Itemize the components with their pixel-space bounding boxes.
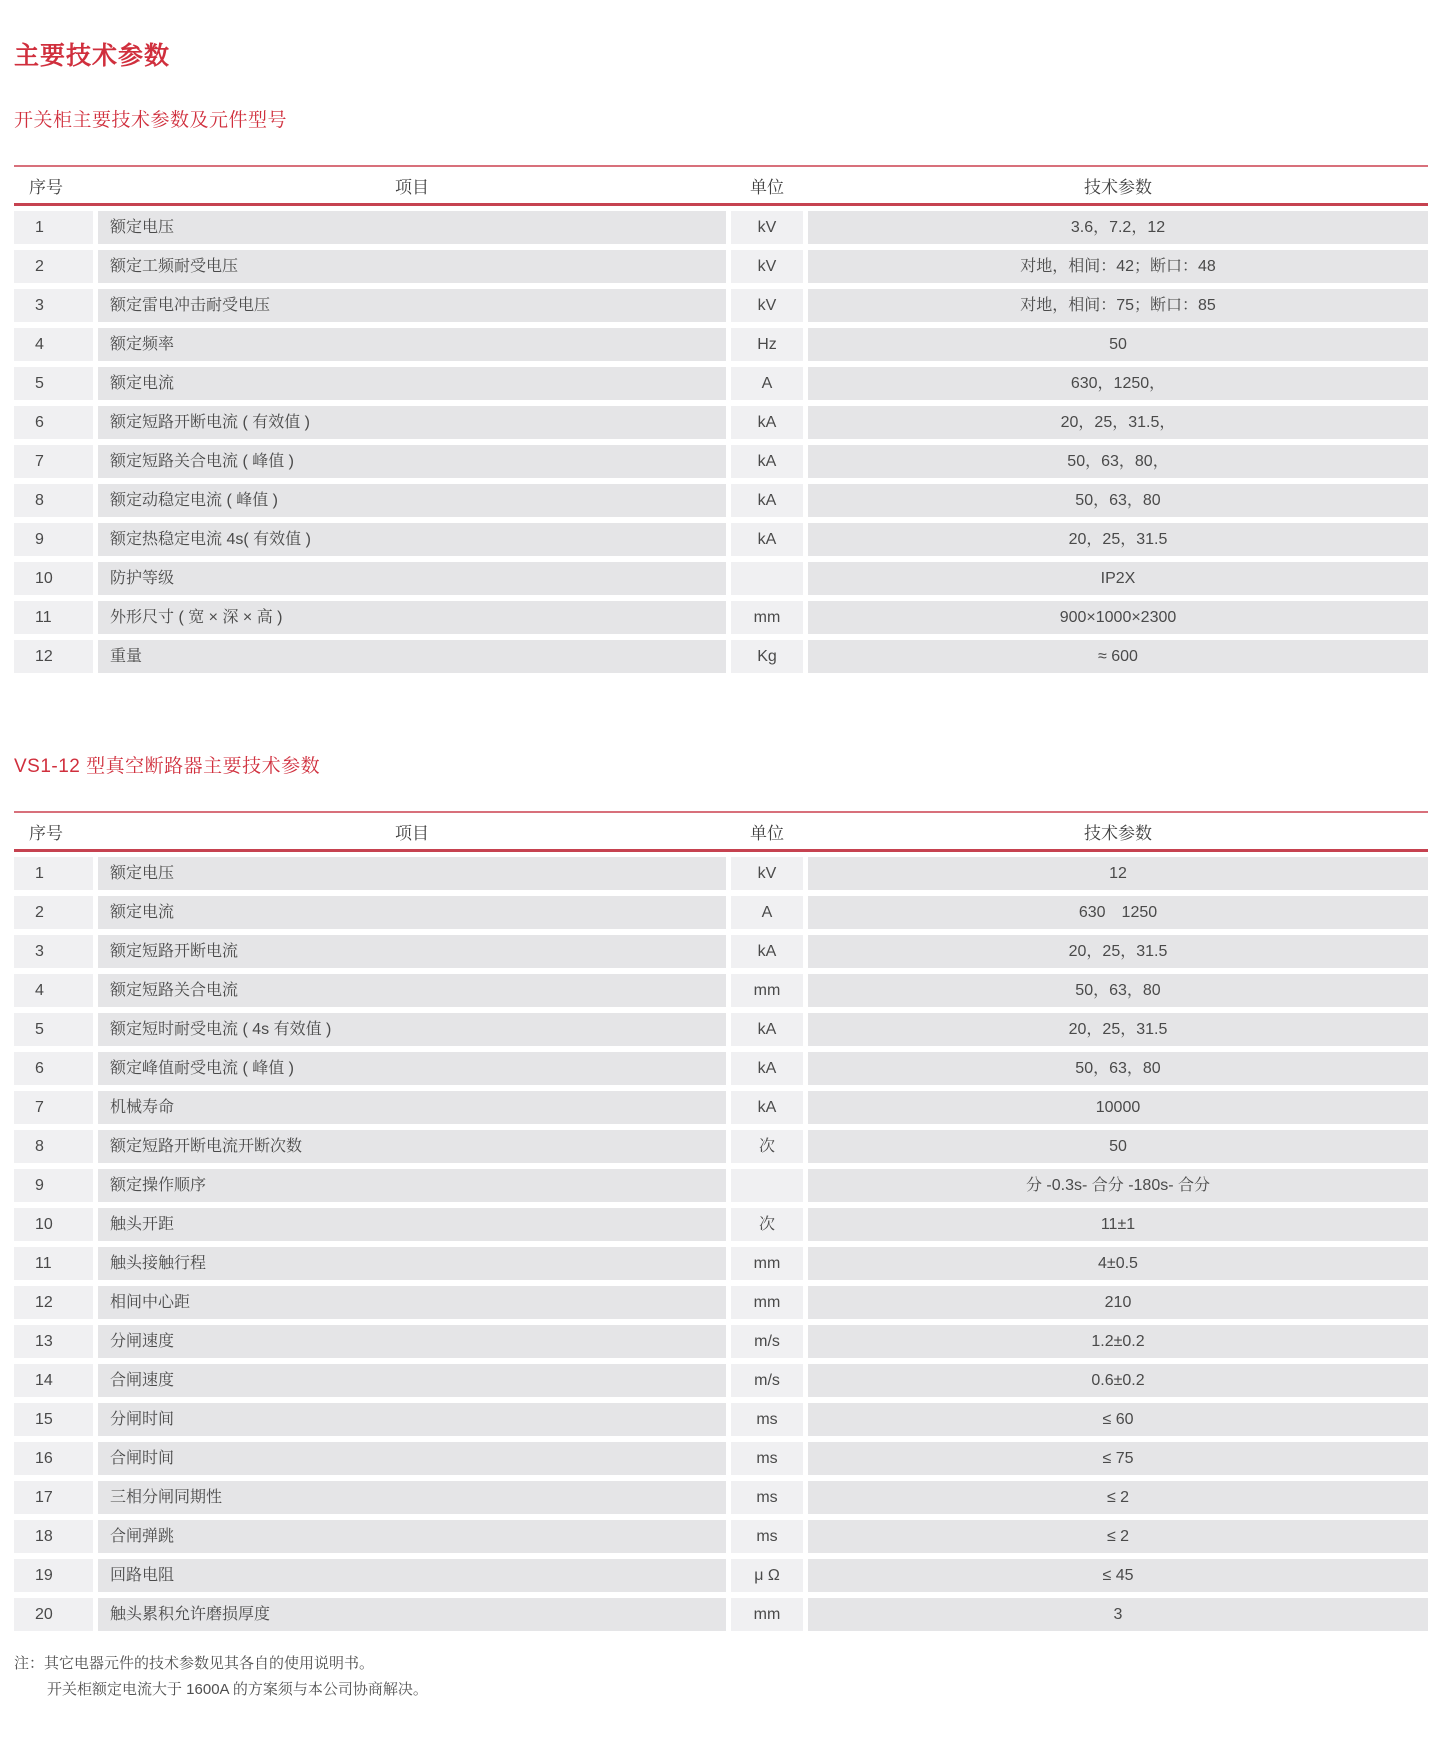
row-number: 1: [14, 211, 93, 244]
table-row: [14, 1598, 1428, 1631]
unit: kA: [731, 445, 803, 478]
row-number: 5: [14, 367, 93, 400]
row-number: 8: [14, 1130, 93, 1163]
param-value: 50: [808, 1130, 1428, 1163]
unit: mm: [731, 1247, 803, 1280]
param-value: 3: [808, 1598, 1428, 1631]
param-value: 630，1250，: [808, 367, 1428, 400]
param-value: ≤ 2: [808, 1481, 1428, 1514]
table-header-row: [14, 811, 1428, 852]
item-name: 相间中心距: [98, 1286, 726, 1319]
unit: mm: [731, 974, 803, 1007]
column-header: 序号: [29, 823, 63, 843]
unit: kA: [731, 523, 803, 556]
param-value: 对地，相间：75；断口：85: [808, 289, 1428, 322]
row-number: 9: [14, 1169, 93, 1202]
table-row: [14, 935, 1428, 968]
table-row: [14, 523, 1428, 556]
unit: kA: [731, 1091, 803, 1124]
row-number: 6: [14, 1052, 93, 1085]
row-number: 7: [14, 445, 93, 478]
param-value: 12: [808, 857, 1428, 890]
item-name: 额定短路开断电流开断次数: [98, 1130, 726, 1163]
param-value: ≈ 600: [808, 640, 1428, 673]
unit: mm: [731, 1286, 803, 1319]
unit: mm: [731, 1598, 803, 1631]
table-row: [14, 367, 1428, 400]
table-row: [14, 406, 1428, 439]
table-row: [14, 1091, 1428, 1124]
unit: [731, 1169, 803, 1202]
row-number: 4: [14, 328, 93, 361]
table-row: [14, 484, 1428, 517]
item-name: 额定短路开断电流 ( 有效值 ): [98, 406, 726, 439]
row-number: 11: [14, 601, 93, 634]
unit: Hz: [731, 328, 803, 361]
param-value: 10000: [808, 1091, 1428, 1124]
column-header: 项目: [395, 177, 429, 197]
item-name: 合闸速度: [98, 1364, 726, 1397]
table-row: [14, 1481, 1428, 1514]
column-header: 项目: [395, 823, 429, 843]
footnotes: [14, 1651, 1428, 1703]
row-number: 3: [14, 289, 93, 322]
unit: kV: [731, 289, 803, 322]
table-row: [14, 601, 1428, 634]
item-name: 额定动稳定电流 ( 峰值 ): [98, 484, 726, 517]
row-number: 20: [14, 1598, 93, 1631]
unit: ms: [731, 1403, 803, 1436]
item-name: 分闸时间: [98, 1403, 726, 1436]
param-value: 50，63，80: [808, 484, 1428, 517]
item-name: 额定操作顺序: [98, 1169, 726, 1202]
param-value: ≤ 75: [808, 1442, 1428, 1475]
item-name: 额定电压: [98, 211, 726, 244]
unit: ms: [731, 1481, 803, 1514]
row-number: 13: [14, 1325, 93, 1358]
item-name: 额定雷电冲击耐受电压: [98, 289, 726, 322]
unit: A: [731, 367, 803, 400]
footnote-line: 注：其它电器元件的技术参数见其各自的使用说明书。: [14, 1655, 375, 1672]
item-name: 额定短路关合电流: [98, 974, 726, 1007]
unit: μ Ω: [731, 1559, 803, 1592]
param-value: ≤ 2: [808, 1520, 1428, 1553]
row-number: 14: [14, 1364, 93, 1397]
param-value: ≤ 45: [808, 1559, 1428, 1592]
table-row: [14, 1442, 1428, 1475]
table-row: [14, 1520, 1428, 1553]
row-number: 12: [14, 640, 93, 673]
unit: [731, 562, 803, 595]
table-row: [14, 857, 1428, 890]
unit: kA: [731, 935, 803, 968]
item-name: 额定频率: [98, 328, 726, 361]
column-header: 技术参数: [1084, 823, 1152, 843]
item-name: 额定电流: [98, 896, 726, 929]
param-value: 0.6±0.2: [808, 1364, 1428, 1397]
item-name: 外形尺寸 ( 宽 × 深 × 高 ): [98, 601, 726, 634]
row-number: 11: [14, 1247, 93, 1280]
param-value: 50，63，80，: [808, 445, 1428, 478]
footnote-line: 开关柜额定电流大于 1600A 的方案须与本公司协商解决。: [47, 1681, 428, 1698]
switchgear-params-table: [14, 165, 1428, 673]
table-row: [14, 1247, 1428, 1280]
column-header: 技术参数: [1084, 177, 1152, 197]
table-body: [14, 852, 1428, 1631]
column-header: 单位: [750, 823, 784, 843]
row-number: 5: [14, 1013, 93, 1046]
param-value: 对地，相间：42；断口：48: [808, 250, 1428, 283]
item-name: 额定短时耐受电流 ( 4s 有效值 ): [98, 1013, 726, 1046]
param-value: ≤ 60: [808, 1403, 1428, 1436]
table-row: [14, 328, 1428, 361]
row-number: 3: [14, 935, 93, 968]
table-row: [14, 445, 1428, 478]
unit: Kg: [731, 640, 803, 673]
table-row: [14, 562, 1428, 595]
unit: kA: [731, 1013, 803, 1046]
param-value: 900×1000×2300: [808, 601, 1428, 634]
unit: kA: [731, 1052, 803, 1085]
breaker-params-table: [14, 811, 1428, 1631]
param-value: 50，63，80: [808, 1052, 1428, 1085]
row-number: 12: [14, 1286, 93, 1319]
row-number: 1: [14, 857, 93, 890]
unit: kA: [731, 406, 803, 439]
row-number: 9: [14, 523, 93, 556]
unit: m/s: [731, 1364, 803, 1397]
table-row: [14, 1208, 1428, 1241]
table-row: [14, 1052, 1428, 1085]
column-header: 单位: [750, 177, 784, 197]
row-number: 18: [14, 1520, 93, 1553]
unit: 次: [731, 1208, 803, 1241]
item-name: 防护等级: [98, 562, 726, 595]
table-row: [14, 1325, 1428, 1358]
table-header-row: [14, 165, 1428, 206]
table-row: [14, 896, 1428, 929]
row-number: 16: [14, 1442, 93, 1475]
unit: 次: [731, 1130, 803, 1163]
table-row: [14, 211, 1428, 244]
unit: A: [731, 896, 803, 929]
item-name: 额定短路关合电流 ( 峰值 ): [98, 445, 726, 478]
table-row: [14, 1130, 1428, 1163]
page-title: 主要技术参数: [14, 42, 171, 70]
item-name: 回路电阻: [98, 1559, 726, 1592]
item-name: 额定工频耐受电压: [98, 250, 726, 283]
unit: kA: [731, 484, 803, 517]
param-value: 630 1250: [808, 896, 1428, 929]
item-name: 触头累积允许磨损厚度: [98, 1598, 726, 1631]
unit: kV: [731, 211, 803, 244]
item-name: 额定短路开断电流: [98, 935, 726, 968]
row-number: 2: [14, 896, 93, 929]
column-header: 序号: [29, 177, 63, 197]
table-row: [14, 1559, 1428, 1592]
row-number: 2: [14, 250, 93, 283]
unit: m/s: [731, 1325, 803, 1358]
item-name: 额定电流: [98, 367, 726, 400]
unit: kV: [731, 250, 803, 283]
item-name: 分闸速度: [98, 1325, 726, 1358]
row-number: 10: [14, 1208, 93, 1241]
param-value: 分 -0.3s- 合分 -180s- 合分: [808, 1169, 1428, 1202]
switchgear-table-title: 开关柜主要技术参数及元件型号: [14, 110, 288, 131]
param-value: 20，25，31.5，: [808, 406, 1428, 439]
row-number: 6: [14, 406, 93, 439]
item-name: 机械寿命: [98, 1091, 726, 1124]
table-row: [14, 250, 1428, 283]
breaker-table-title: VS1-12 型真空断路器主要技术参数: [14, 756, 321, 777]
unit: mm: [731, 601, 803, 634]
param-value: 50，63，80: [808, 974, 1428, 1007]
param-value: 20，25，31.5: [808, 935, 1428, 968]
table-body: [14, 206, 1428, 673]
table-row: [14, 974, 1428, 1007]
item-name: 触头开距: [98, 1208, 726, 1241]
item-name: 合闸弹跳: [98, 1520, 726, 1553]
row-number: 17: [14, 1481, 93, 1514]
table-row: [14, 1013, 1428, 1046]
row-number: 7: [14, 1091, 93, 1124]
param-value: 11±1: [808, 1208, 1428, 1241]
item-name: 三相分闸同期性: [98, 1481, 726, 1514]
row-number: 10: [14, 562, 93, 595]
table-row: [14, 1286, 1428, 1319]
table-row: [14, 640, 1428, 673]
unit: ms: [731, 1442, 803, 1475]
item-name: 合闸时间: [98, 1442, 726, 1475]
param-value: 20，25，31.5: [808, 523, 1428, 556]
row-number: 19: [14, 1559, 93, 1592]
item-name: 重量: [98, 640, 726, 673]
item-name: 额定热稳定电流 4s( 有效值 ): [98, 523, 726, 556]
param-value: 210: [808, 1286, 1428, 1319]
table-row: [14, 1169, 1428, 1202]
item-name: 额定峰值耐受电流 ( 峰值 ): [98, 1052, 726, 1085]
unit: kV: [731, 857, 803, 890]
item-name: 触头接触行程: [98, 1247, 726, 1280]
param-value: 50: [808, 328, 1428, 361]
unit: ms: [731, 1520, 803, 1553]
row-number: 4: [14, 974, 93, 1007]
param-value: 20，25，31.5: [808, 1013, 1428, 1046]
item-name: 额定电压: [98, 857, 726, 890]
row-number: 8: [14, 484, 93, 517]
table-row: [14, 289, 1428, 322]
table-row: [14, 1364, 1428, 1397]
param-value: IP2X: [808, 562, 1428, 595]
table-row: [14, 1403, 1428, 1436]
param-value: 4±0.5: [808, 1247, 1428, 1280]
param-value: 1.2±0.2: [808, 1325, 1428, 1358]
param-value: 3.6，7.2，12: [808, 211, 1428, 244]
row-number: 15: [14, 1403, 93, 1436]
